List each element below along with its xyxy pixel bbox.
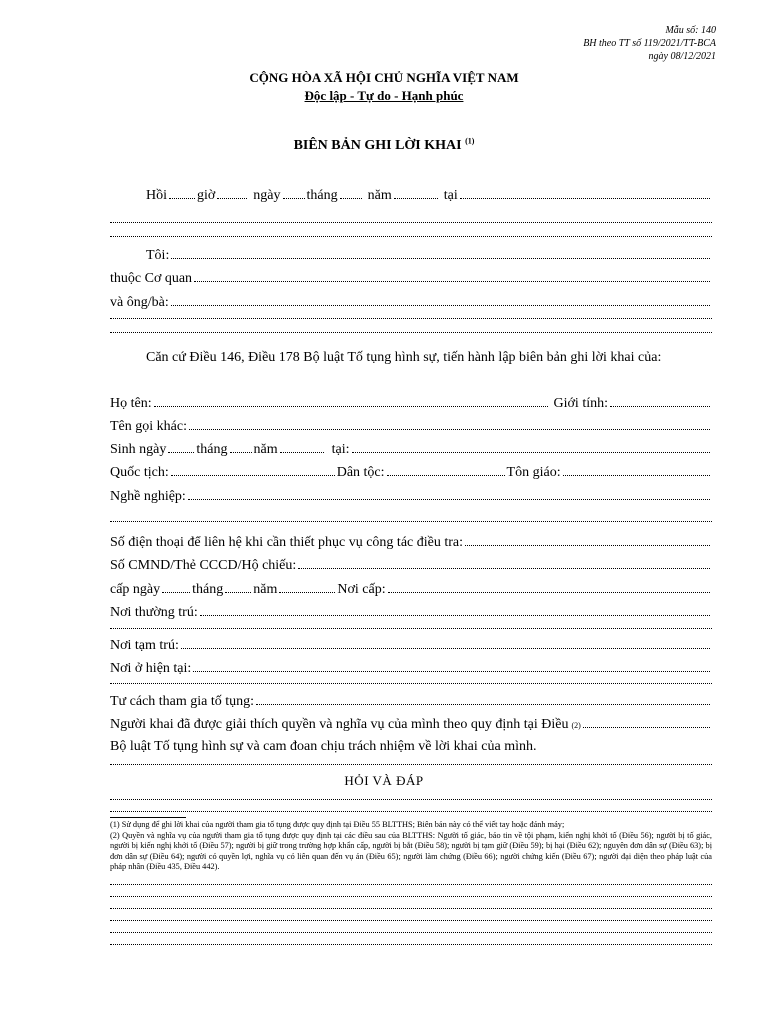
- label-issue-place: Nơi cấp:: [337, 582, 386, 597]
- blank-line[interactable]: [110, 884, 712, 885]
- phone-line: [110, 533, 712, 552]
- label-agency: thuộc Cơ quan: [110, 271, 193, 286]
- field-hour[interactable]: [169, 186, 195, 199]
- field-id[interactable]: [298, 556, 710, 569]
- label-dob-year: năm: [253, 442, 278, 457]
- blank-line[interactable]: [110, 318, 712, 319]
- field-temporary[interactable]: [181, 636, 710, 649]
- field-issue-place[interactable]: [388, 580, 710, 593]
- field-dob-place[interactable]: [352, 440, 711, 453]
- blank-line[interactable]: [110, 932, 712, 933]
- officer-line: [110, 246, 712, 265]
- label-ethnicity: Dân tộc:: [336, 465, 385, 480]
- label-toi: Tôi:: [146, 248, 170, 263]
- motto-text: Độc lập - Tự do - Hạnh phúc: [304, 88, 464, 103]
- field-permanent[interactable]: [200, 603, 710, 616]
- field-dob-month[interactable]: [230, 440, 252, 453]
- label-issue-month: tháng: [192, 582, 224, 597]
- document-title-text: BIÊN BẢN GHI LỜI KHAI: [293, 138, 462, 153]
- blank-line[interactable]: [110, 764, 712, 765]
- field-dob-day[interactable]: [168, 440, 194, 453]
- label-dob-place: tại:: [331, 442, 350, 457]
- label-temporary: Nơi tạm trú:: [110, 638, 179, 653]
- occupation-line: [110, 487, 712, 506]
- capacity-line: [110, 692, 712, 711]
- nationality-line: [110, 463, 712, 482]
- blank-line[interactable]: [110, 521, 712, 522]
- field-occupation[interactable]: [188, 487, 710, 500]
- co-officer-line: [110, 293, 712, 312]
- footnotes: [110, 820, 712, 873]
- rights-line-2: [110, 738, 712, 756]
- field-co-officer[interactable]: [171, 293, 710, 306]
- label-alias: Tên gọi khác:: [110, 419, 187, 434]
- nation-heading: CỘNG HÒA XÃ HỘI CHỦ NGHĨA VIỆT NAM: [249, 70, 519, 85]
- label-dob: Sinh ngày: [110, 442, 167, 457]
- field-place[interactable]: [460, 186, 710, 199]
- field-dob-year[interactable]: [280, 440, 324, 453]
- field-year[interactable]: [394, 186, 438, 199]
- rights-text-1: Người khai đã được giải thích quyền và nghĩa vụ của mình theo quy định tại Điều: [110, 717, 569, 732]
- legal-basis-text: Căn cứ Điều 146, Điều 178 Bộ luật Tố tụng hình sự, tiến hành lập biên bản ghi lời khai của:: [146, 350, 662, 365]
- legal-basis-paragraph: [110, 346, 712, 370]
- rights-line-1: Người khai đã được giải thích quyền và nghĩa vụ của mình theo quy định tại Điều (2): [110, 715, 712, 734]
- field-gender[interactable]: [610, 394, 710, 407]
- label-religion: Tôn giáo:: [506, 465, 561, 480]
- blank-line[interactable]: [110, 908, 712, 909]
- form-issued-by: BH theo TT số 119/2021/TT-BCA: [583, 38, 716, 49]
- field-issue-month[interactable]: [225, 580, 251, 593]
- dob-line: [110, 440, 712, 459]
- field-issue-day[interactable]: [162, 580, 190, 593]
- footnote-1: (1) Sử dụng để ghi lời khai của người tham gia tố tụng được quy định tại Điều 55 BLTTHS; Biên bản này có thể viết tay hoặc đánh máy;: [110, 820, 565, 829]
- temporary-address-line: [110, 636, 712, 655]
- title-footnote-ref: (1): [465, 136, 475, 146]
- footnote-separator: [110, 817, 186, 818]
- field-issue-year[interactable]: [279, 580, 335, 593]
- current-address-line: [110, 659, 712, 678]
- blank-line[interactable]: [110, 896, 712, 897]
- document-title: [0, 138, 768, 154]
- label-tai: tại: [443, 188, 458, 203]
- label-name: Họ tên:: [110, 396, 152, 411]
- motto: [0, 88, 768, 104]
- field-ethnicity[interactable]: [387, 463, 505, 476]
- form-issued-date: ngày 08/12/2021: [648, 51, 716, 62]
- label-phone: Số điện thoại để liên hệ khi cần thiết phục vụ công tác điều tra:: [110, 535, 464, 550]
- label-nam: năm: [367, 188, 392, 203]
- blank-line[interactable]: [110, 628, 712, 629]
- label-issue-year: năm: [253, 582, 278, 597]
- field-officer-name[interactable]: [171, 246, 710, 259]
- label-permanent: Nơi thường trú:: [110, 605, 198, 620]
- field-agency[interactable]: [194, 269, 710, 282]
- permanent-address-line: [110, 603, 712, 622]
- blank-line[interactable]: [110, 811, 712, 812]
- label-current: Nơi ở hiện tại:: [110, 661, 192, 676]
- label-issue-date: cấp ngày: [110, 582, 161, 597]
- id-issue-line: [110, 580, 712, 599]
- label-nationality: Quốc tịch:: [110, 465, 169, 480]
- blank-line[interactable]: [110, 222, 712, 223]
- label-gio: giờ: [197, 188, 216, 203]
- label-hoi: Hồi: [146, 188, 167, 203]
- label-gender: Giới tính:: [553, 396, 608, 411]
- label-id: Số CMND/Thẻ CCCD/Hộ chiếu:: [110, 558, 297, 573]
- blank-line[interactable]: [110, 920, 712, 921]
- field-name[interactable]: [154, 394, 548, 407]
- field-nationality[interactable]: [171, 463, 335, 476]
- blank-line[interactable]: [110, 683, 712, 684]
- field-capacity[interactable]: [256, 692, 710, 705]
- field-minute[interactable]: [217, 186, 247, 199]
- blank-line[interactable]: [110, 799, 712, 800]
- label-dob-month: tháng: [196, 442, 228, 457]
- blank-line[interactable]: [110, 332, 712, 333]
- agency-line: [110, 269, 712, 288]
- rights-text-2: Bộ luật Tố tụng hình sự và cam đoan chịu trách nhiệm về lời khai của mình.: [110, 739, 537, 754]
- field-day[interactable]: [283, 186, 305, 199]
- qa-heading: HỎI VÀ ĐÁP: [344, 773, 424, 788]
- label-capacity: Tư cách tham gia tố tụng:: [110, 694, 255, 709]
- alias-line: [110, 417, 712, 436]
- label-occupation: Nghề nghiệp:: [110, 489, 186, 504]
- name-line: [110, 394, 712, 413]
- field-month[interactable]: [340, 186, 362, 199]
- field-article[interactable]: [583, 715, 710, 728]
- footnote-2: (2) Quyền và nghĩa vụ của người tham gia tố tụng được quy định tại các điều sau của BLTTHS: Người tố giác, báo tin về tội phạm, kiến nghị khởi tố (Điều 56); người bị tố giác, người bị kiến nghị khởi tố (Điều 57); người bị giữ trong trường hợp khẩn cấp, người bị bắt (Điều 58); người bị tạm giữ (Điều 59); bị hại (Điều 62); nguyên đơn dân sự (Điều 63); bị đơn dân sự (Điều 64); người có quyền lợi, nghĩa vụ có liên quan đến vụ án (Điều 65); người làm chứng (Điều 66); người chứng kiến (Điều 67); người đại diện theo pháp luật của pháp nhân (Điều 435, Điều 442).: [110, 830, 712, 871]
- blank-line[interactable]: [110, 236, 712, 237]
- field-religion[interactable]: [563, 463, 710, 476]
- time-place-line: [110, 186, 712, 205]
- label-thang: tháng: [306, 188, 338, 203]
- field-current[interactable]: [193, 659, 710, 672]
- label-and: và ông/bà:: [110, 295, 169, 310]
- blank-line[interactable]: [110, 944, 712, 945]
- form-number-block: [583, 24, 716, 63]
- field-phone[interactable]: [465, 533, 710, 546]
- id-line: [110, 556, 712, 575]
- label-ngay: ngày: [253, 188, 281, 203]
- form-number: Mẫu số: 140: [665, 25, 716, 36]
- field-alias[interactable]: [189, 417, 710, 430]
